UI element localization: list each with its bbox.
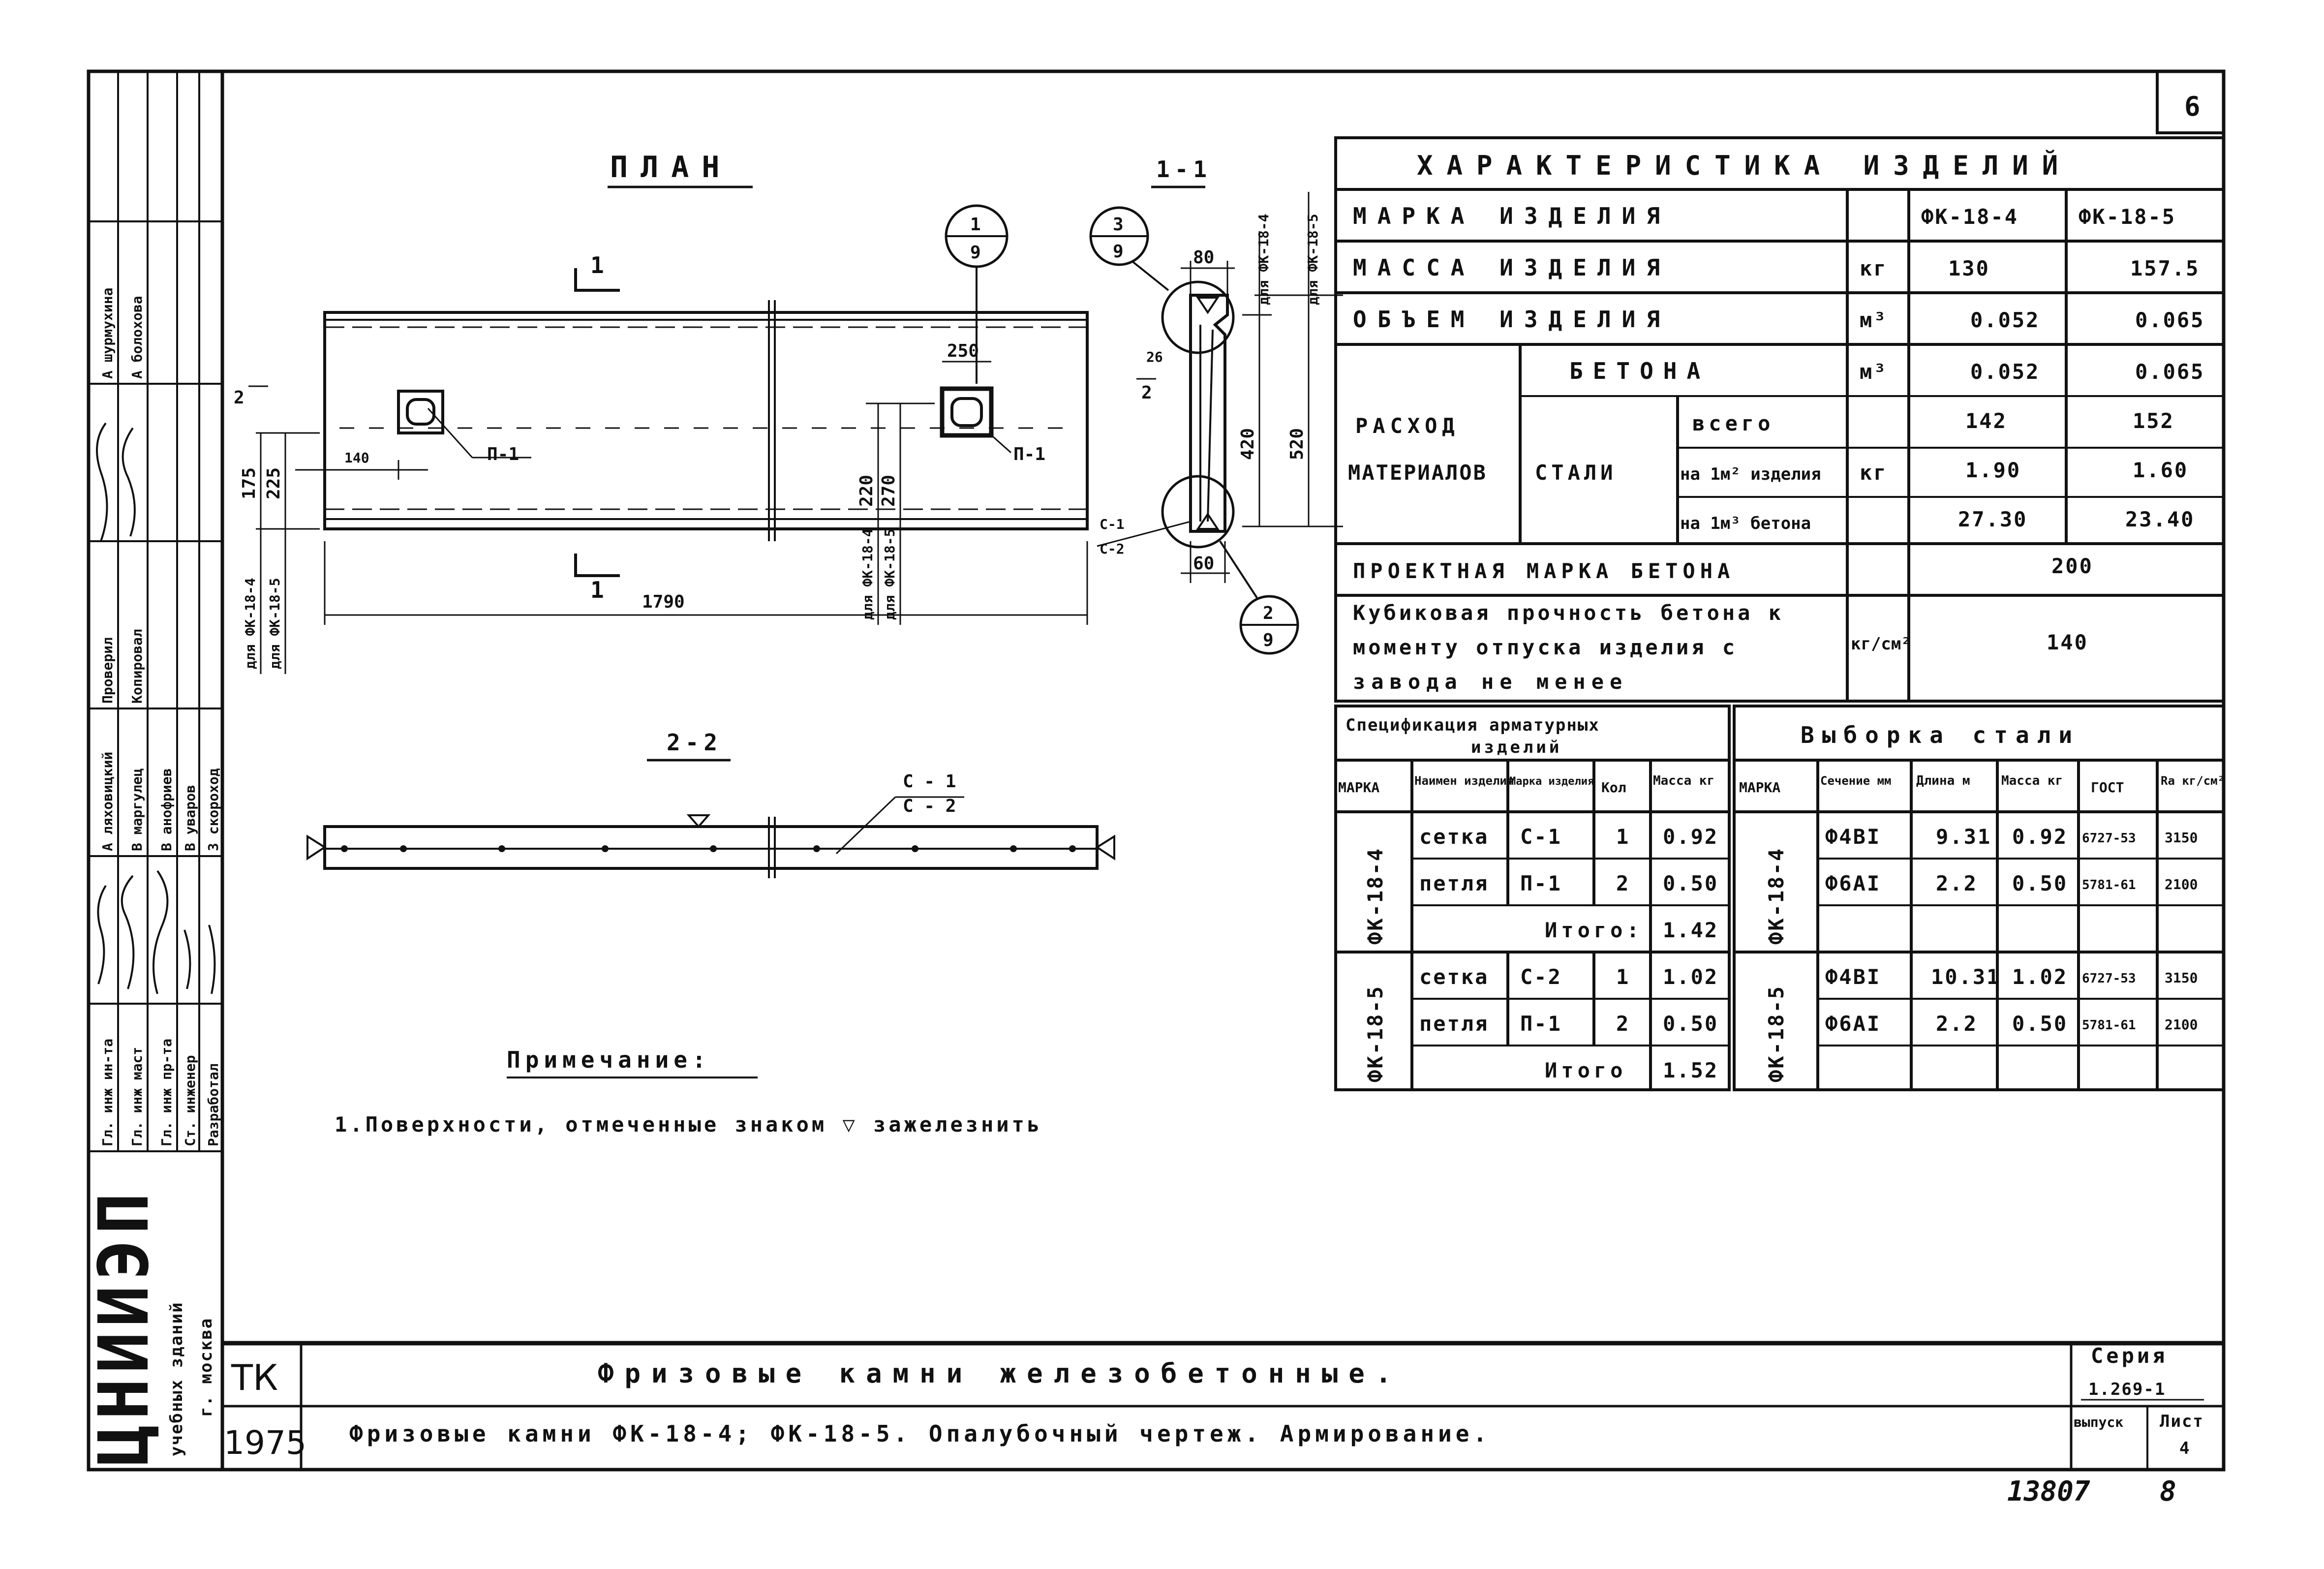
s11-for-fk18-4: для ФК-18-4 <box>1255 214 1272 305</box>
spec-header-mass: Масса кг <box>1653 773 1715 788</box>
steel-g2r2-mass: 0.50 <box>2012 1012 2068 1036</box>
tb-series-label: Серия <box>2091 1344 2168 1368</box>
steel-g1r1-length: 9.31 <box>1936 825 1992 849</box>
char-strength-2: моменту отпуска изделия с <box>1353 635 1738 659</box>
steel-g1r2-gost: 5781-61 <box>2082 878 2136 892</box>
stamp-role-7: Копировал <box>129 629 145 704</box>
spec-g1r2-name: петля <box>1419 871 1489 895</box>
steel-g2r2-gost: 5781-61 <box>2082 1018 2136 1033</box>
spec-g2r2-mark: П-1 <box>1520 1012 1562 1036</box>
callout-2-9 <box>1220 541 1298 653</box>
char-strength-1: Кубиковая прочность бетона к <box>1353 601 1784 625</box>
tb-title-1: Фризовые камни железобетонные. <box>598 1358 1403 1389</box>
title-block <box>224 1344 2204 1462</box>
org-block <box>84 1188 216 1466</box>
steel-g2r1-mass: 1.02 <box>2012 965 2068 989</box>
char-steel-m2-label: на 1м² изделия <box>1680 464 1821 484</box>
stamp-role-1: Гл. инж ин-та <box>99 1038 116 1146</box>
stamp-name-4: В уваров <box>182 785 198 851</box>
spec-g2r2-qty: 2 <box>1616 1012 1630 1036</box>
steel-group1-mark: ФК-18-4 <box>1764 847 1788 945</box>
stamp-name-7: А болохова <box>129 296 145 379</box>
dim-top-offset: 2 <box>234 388 245 408</box>
spec-g1-total-label: Итого: <box>1545 918 1643 942</box>
steel-header-gost: ГОСТ <box>2091 779 2124 796</box>
stamp-role-6: Проверил <box>99 637 116 704</box>
steel-g1r2-length: 2.2 <box>1936 871 1978 895</box>
steel-g1r2-section: Ф6АI <box>1825 871 1881 895</box>
char-mass-a: 130 <box>1948 256 1990 280</box>
spec-g2r2-name: петля <box>1419 1012 1489 1036</box>
loop-label-left: П-1 <box>487 444 520 464</box>
spec-g2-total-label: Итого <box>1545 1058 1627 1082</box>
spec-g1r2-mark: П-1 <box>1520 871 1562 895</box>
dim-for-fk18-4-mid: для ФК-18-4 <box>859 528 876 620</box>
char-steel-m2-a: 1.90 <box>1965 458 2021 482</box>
note-heading: Примечание: <box>507 1046 711 1073</box>
spec-header-name: Наимен изделия <box>1414 774 1514 788</box>
spec-g2r1-name: сетка <box>1419 965 1489 989</box>
char-steel-m3-label: на 1м³ бетона <box>1680 514 1811 533</box>
steel-g2r1-ra: 3150 <box>2165 970 2198 986</box>
steel-g2r1-length: 10.31 <box>1931 965 2001 989</box>
char-concrete-b: 0.065 <box>2135 360 2205 384</box>
steel-g2r2-ra: 2100 <box>2165 1016 2198 1033</box>
dim-loop-spacing: 250 <box>947 341 979 361</box>
steel-table <box>1734 706 2225 1090</box>
spec-g1r1-name: сетка <box>1419 825 1489 849</box>
spec-group1-mark: ФК-18-4 <box>1363 847 1387 945</box>
spec-g2r1-mass: 1.02 <box>1663 965 1719 989</box>
char-volume-a: 0.052 <box>1970 308 2040 332</box>
spec-g1r1-qty: 1 <box>1616 825 1630 849</box>
section-1-1 <box>1091 156 1343 653</box>
loop-label-right: П-1 <box>1013 444 1046 464</box>
steel-g1r2-mass: 0.50 <box>2012 871 2068 895</box>
dim-h220: 220 <box>856 474 877 507</box>
spec-header-item-mark: Марка изделия <box>1509 775 1594 788</box>
char-steel-label: СТАЛИ <box>1535 461 1617 485</box>
dim-for-fk18-5-mid: для ФК-18-5 <box>882 528 898 620</box>
s22-mesh-2: С - 2 <box>903 796 956 816</box>
spec-g1-total: 1.42 <box>1663 918 1719 942</box>
tb-code: ТК <box>231 1357 278 1398</box>
dim-for-fk18-4-left: для ФК-18-4 <box>242 578 258 669</box>
char-mass-unit: кг <box>1860 256 1888 280</box>
char-volume-unit: м³ <box>1860 308 1888 332</box>
dim-h225: 225 <box>264 467 284 499</box>
steel-g2r2-section: Ф6АI <box>1825 1012 1881 1036</box>
char-strength-unit: кг/см² <box>1851 634 1911 654</box>
char-title: ХАРАКТЕРИСТИКА ИЗДЕЛИЙ <box>1417 150 2072 181</box>
spec-title-1: Спецификация арматурных <box>1345 715 1600 735</box>
dim-h270: 270 <box>879 474 899 507</box>
section11-title: 1-1 <box>1156 156 1212 183</box>
s11-mesh-1: С-1 <box>1100 516 1125 532</box>
char-concrete-unit: м³ <box>1860 360 1888 384</box>
char-design-grade-value: 200 <box>2051 554 2093 578</box>
stamp-name-5: З скороход <box>205 768 221 851</box>
char-steel-total-b: 152 <box>2133 409 2174 433</box>
steel-g1r1-mass: 0.92 <box>2012 825 2068 849</box>
spec-g2r1-qty: 1 <box>1616 965 1630 989</box>
stamp-role-4: Ст. инженер <box>182 1055 198 1146</box>
steel-g1r1-ra: 3150 <box>2165 830 2198 846</box>
plan-title: ПЛАН <box>610 150 733 185</box>
spec-header-qty: Кол <box>1601 779 1626 796</box>
spec-title-2: изделий <box>1471 738 1562 757</box>
spec-g2r2-mass: 0.50 <box>1663 1012 1719 1036</box>
s11-d26: 26 <box>1146 349 1163 365</box>
tb-sheet-label: Лист <box>2160 1412 2204 1431</box>
steel-g2r1-gost: 6727-53 <box>2082 971 2136 986</box>
s11-d2: 2 <box>1141 383 1152 403</box>
plan-callout-num: 1 <box>970 215 981 235</box>
tb-series-value: 1.269-1 <box>2088 1380 2166 1399</box>
steel-header-ra: Ra кг/см² <box>2161 774 2225 788</box>
s11-h420: 420 <box>1238 428 1258 460</box>
spec-g1r1-mark: С-1 <box>1520 825 1562 849</box>
spec-g1r1-mass: 0.92 <box>1663 825 1719 849</box>
steel-header-section: Сечение мм <box>1820 774 1892 788</box>
char-steel-unit: кг <box>1860 461 1888 485</box>
stamp-name-6: А шурмухина <box>99 287 116 379</box>
steel-header-mark: МАРКА <box>1739 779 1781 796</box>
spec-group2-mark: ФК-18-5 <box>1363 984 1387 1082</box>
s11-w60: 60 <box>1193 554 1215 574</box>
spec-table <box>1336 706 1729 1090</box>
plan-dimension-lines <box>248 362 1087 674</box>
char-volume-label: ОБЪЕМ ИЗДЕЛИЯ <box>1353 306 1671 333</box>
sheet-number: 6 <box>2184 91 2207 122</box>
char-strength-3: завода не менее <box>1353 670 1628 694</box>
spec-header-mark: МАРКА <box>1338 779 1380 796</box>
steel-header-mass: Масса кг <box>2001 773 2063 788</box>
steel-g1r2-ra: 2100 <box>2165 876 2198 892</box>
s22-mesh-1: С - 1 <box>903 771 956 792</box>
steel-g1r1-section: Ф4ВI <box>1825 825 1881 849</box>
char-concrete-a: 0.052 <box>1970 360 2040 384</box>
char-mark-b: ФК-18-5 <box>2079 205 2176 229</box>
spec-g2r1-mark: С-2 <box>1520 965 1562 989</box>
callout-bottom-sheet: 9 <box>1263 630 1274 650</box>
char-concrete-label: БЕТОНА <box>1569 358 1711 384</box>
char-consumption-1: РАСХОД <box>1355 414 1460 438</box>
tb-year: 1975 <box>224 1424 306 1462</box>
stamp-role-2: Гл. инж маст <box>129 1046 145 1146</box>
callout-3-9 <box>1091 208 1168 290</box>
char-consumption-2: МАТЕРИАЛОВ <box>1348 461 1487 485</box>
archive-page: 8 <box>2160 1476 2176 1507</box>
char-steel-m3-a: 27.30 <box>1958 507 2028 531</box>
tb-title-2: Фризовые камни ФК-18-4; ФК-18-5. Опалубочный чертеж. Армирование. <box>349 1420 1491 1447</box>
char-mass-label: МАССА ИЗДЕЛИЯ <box>1353 254 1671 281</box>
callout-bottom-num: 2 <box>1263 603 1274 623</box>
char-mass-b: 157.5 <box>2130 256 2200 280</box>
s11-mesh-2: С-2 <box>1100 541 1125 557</box>
note-block <box>335 1046 1042 1137</box>
spec-g2-total: 1.52 <box>1663 1058 1719 1082</box>
archive-number: 13807 <box>2007 1476 2090 1507</box>
char-steel-m3-b: 23.40 <box>2125 507 2195 531</box>
plan-callout-sheet: 9 <box>970 243 981 263</box>
stamp-name-3: В анофриев <box>158 768 175 851</box>
char-strength-value: 140 <box>2047 630 2088 654</box>
spec-g1r2-mass: 0.50 <box>1663 871 1719 895</box>
callout-top-num: 3 <box>1113 215 1124 235</box>
plan-view <box>234 150 1087 674</box>
tb-sheet-value: 4 <box>2179 1439 2191 1458</box>
steel-g2r2-length: 2.2 <box>1936 1012 1978 1036</box>
steel-group2-mark: ФК-18-5 <box>1764 984 1788 1082</box>
dim-length: 1790 <box>642 592 685 612</box>
stamp-role-5: Разработал <box>205 1063 221 1146</box>
note-text: 1.Поверхности, отмеченные знаком ▽ зажелезнить <box>335 1112 1043 1137</box>
char-steel-total-a: 142 <box>1965 409 2007 433</box>
char-design-grade-label: ПРОЕКТНАЯ МАРКА БЕТОНА <box>1353 559 1735 583</box>
spec-g1r2-qty: 2 <box>1616 871 1630 895</box>
org-line-1: учебных зданий <box>167 1301 186 1456</box>
steel-title: Выборка стали <box>1801 722 2080 748</box>
char-mark-a: ФК-18-4 <box>1921 205 2019 229</box>
stamp-name-2: В маргулец <box>129 768 145 851</box>
org-line-2: г. москва <box>196 1317 216 1417</box>
section22-title: 2-2 <box>667 729 723 756</box>
s11-h520: 520 <box>1287 428 1307 460</box>
stamp-role-3: Гл. инж пр-та <box>158 1038 175 1146</box>
dim-h175: 175 <box>239 467 259 499</box>
char-steel-m2-b: 1.60 <box>2133 458 2189 482</box>
steel-header-length: Длина м <box>1916 773 1970 788</box>
org-name: ЦНИИЭП <box>84 1188 164 1466</box>
section-2-2 <box>307 729 1114 878</box>
dim-edge-offset: 140 <box>344 450 369 466</box>
char-volume-b: 0.065 <box>2135 308 2205 332</box>
stamp-name-1: А ляховицкий <box>99 751 116 851</box>
s11-w80: 80 <box>1193 247 1215 268</box>
steel-g2r1-section: Ф4ВI <box>1825 965 1881 989</box>
dim-for-fk18-5-left: для ФК-18-5 <box>267 578 283 669</box>
characteristics-table <box>1336 138 2224 701</box>
section-mark-bottom: 1 <box>590 577 609 603</box>
callout-top-sheet: 9 <box>1113 242 1124 262</box>
section-mark-top: 1 <box>590 252 609 278</box>
char-mark-label: МАРКА ИЗДЕЛИЯ <box>1353 203 1671 229</box>
char-steel-total-label: всего <box>1692 411 1774 435</box>
steel-g1r1-gost: 6727-53 <box>2082 831 2136 846</box>
s11-for-fk18-5: для ФК-18-5 <box>1305 214 1321 305</box>
tb-issue-label: выпуск <box>2074 1414 2124 1430</box>
